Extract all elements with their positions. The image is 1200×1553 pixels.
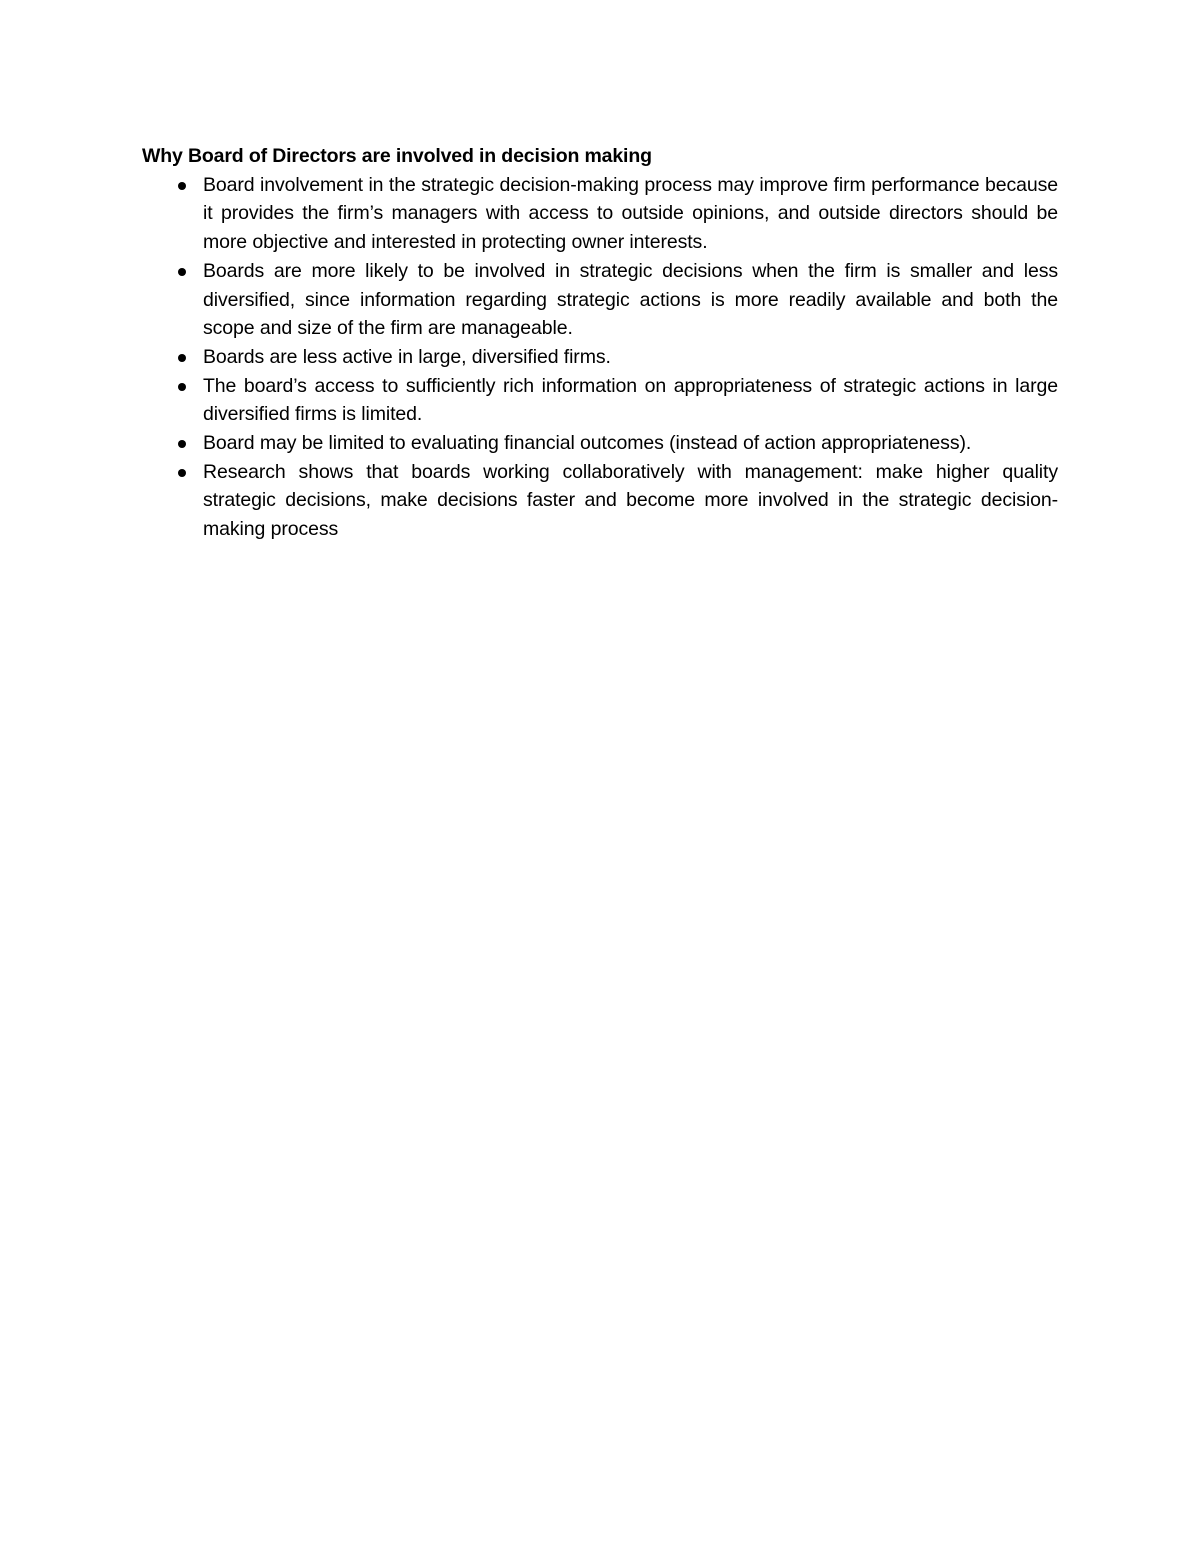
bullet-text: Boards are less active in large, diversified firms. (203, 345, 611, 368)
bullet-item-2 (142, 257, 1058, 343)
bullet-dot-icon (178, 469, 186, 477)
document-heading: Why Board of Directors are involved in decision making (142, 145, 652, 167)
bullet-item-4 (142, 372, 1058, 429)
bullet-list (142, 171, 1058, 544)
bullet-item-5 (142, 429, 1058, 458)
bullet-text: The board’s access to sufficiently rich information on appropriateness of strategic actions in large diversified firms is limited. (203, 374, 1058, 426)
bullet-dot-icon (178, 354, 186, 362)
bullet-text: Board involvement in the strategic decision-making process may improve firm performance because it provides the firm’s managers with access to outside opinions, and outside directors should be more objective and interested in protecting owner interests. (203, 173, 1058, 254)
bullet-dot-icon (178, 182, 186, 190)
bullet-item-6 (142, 458, 1058, 544)
bullet-text: Research shows that boards working collaboratively with management: make higher quality strategic decisions, make decisions faster and become more involved in the strategic decision-making process (203, 460, 1058, 541)
bullet-text: Board may be limited to evaluating financial outcomes (instead of action appropriateness). (203, 432, 972, 455)
bullet-dot-icon (178, 440, 186, 448)
bullet-item-3 (142, 343, 1058, 372)
document-body (142, 142, 1058, 544)
bullet-dot-icon (178, 383, 186, 391)
bullet-text: Boards are more likely to be involved in strategic decisions when the firm is smaller and less diversified, since information regarding strategic actions is more readily available and both the scope and size of the firm are manageable. (203, 259, 1058, 340)
bullet-item-1 (142, 171, 1058, 257)
bullet-dot-icon (178, 268, 186, 276)
